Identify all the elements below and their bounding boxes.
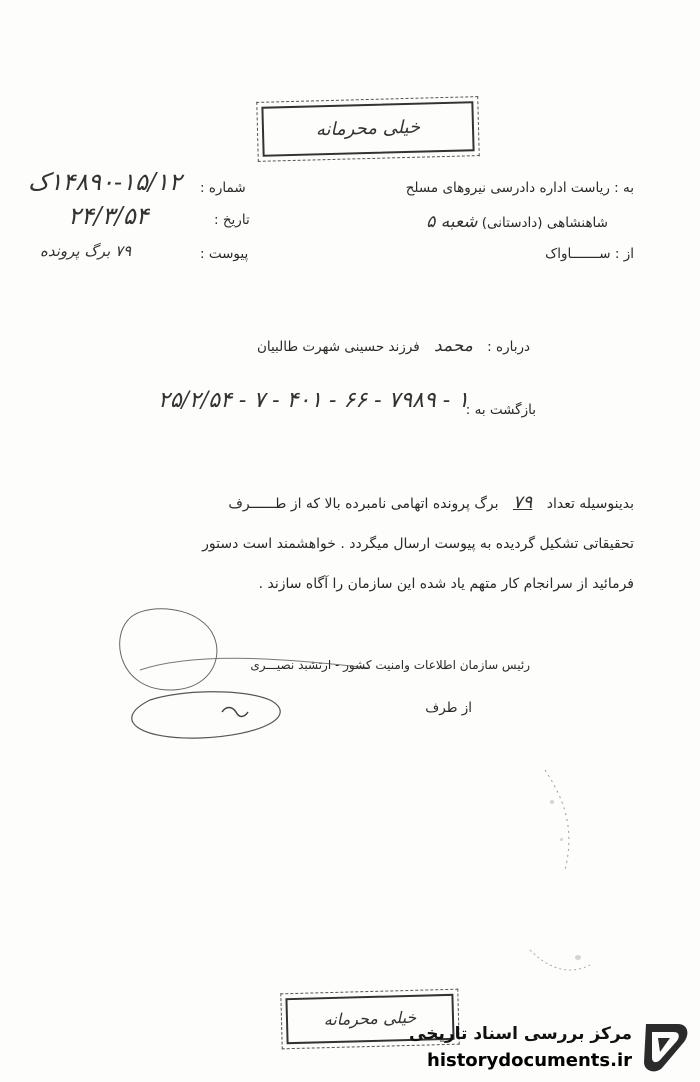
to-recipient-line1: ریاست اداره دادرسی نیروهای مسلح: [405, 180, 610, 196]
regarding-name: محمد: [434, 336, 473, 356]
reference-value: ۱ - ۷۹۸۹ - ۶۶ - ۴۰۱ - ۷ - ۲۵/۲/۵۴: [158, 388, 470, 413]
date-value: ۲۴/۳/۵۴: [68, 202, 149, 230]
regarding-line: [257, 336, 530, 356]
body-line-2: تحقیقاتی تشکیل گردیده به پیوست ارسال میگردد . خواهشمند است دستور: [202, 536, 634, 552]
top-stamp-text: خیلی محرمانه: [315, 116, 421, 141]
to-label: به :: [614, 180, 634, 196]
scan-speck: [560, 838, 563, 841]
to-line-1: [406, 180, 634, 196]
number-value: ۱۴۸۹۰-۱۵/۱۲ک: [28, 168, 182, 196]
body-line-1: [228, 492, 634, 513]
from-line: [545, 246, 634, 262]
body-line1-count: ۷۹: [512, 492, 533, 513]
regarding-text: فرزند حسینی شهرت طالبیان: [256, 339, 420, 355]
top-classification-stamp: [261, 101, 474, 157]
signature-title: رئیس سازمان اطلاعات وامنیت کشور - ارتشبد نصیـــری: [250, 658, 530, 672]
attachment-label: پیوست :: [200, 246, 249, 262]
bottom-stamp-text: خیلی محرمانه: [323, 1007, 417, 1030]
signature-by: از طرف: [425, 700, 472, 716]
branch-handwritten: شعبه ۵: [426, 212, 478, 232]
scan-speck: [575, 955, 581, 960]
archive-logo-icon: [638, 1018, 692, 1074]
regarding-label: درباره :: [487, 339, 530, 355]
from-value: ســـــــاواک: [545, 246, 611, 262]
attachment-value: ۷۹ برگ پرونده: [40, 242, 132, 260]
scan-speck: [550, 800, 554, 804]
date-label: تاریخ :: [214, 212, 250, 228]
to-recipient-line2: شاهنشاهی (دادستانی): [481, 215, 608, 231]
body-line1-start: بدینوسیله تعداد: [546, 496, 634, 512]
body-line-3: فرمائید از سرانجام کار متهم یاد شده این سازمان را آگاه سازند .: [258, 576, 634, 592]
reference-label: بازگشت به :: [465, 402, 536, 418]
number-label: شماره :: [200, 180, 246, 196]
archive-watermark: [392, 1018, 692, 1078]
watermark-url: historydocuments.ir: [427, 1050, 632, 1071]
body-line1-end: برگ پرونده اتهامی نامبرده بالا که از طــــــرف: [228, 496, 499, 512]
watermark-title: مرکز بررسی اسناد تاریخی: [409, 1024, 632, 1044]
to-line-2: [426, 212, 608, 232]
from-label: از :: [614, 246, 634, 262]
